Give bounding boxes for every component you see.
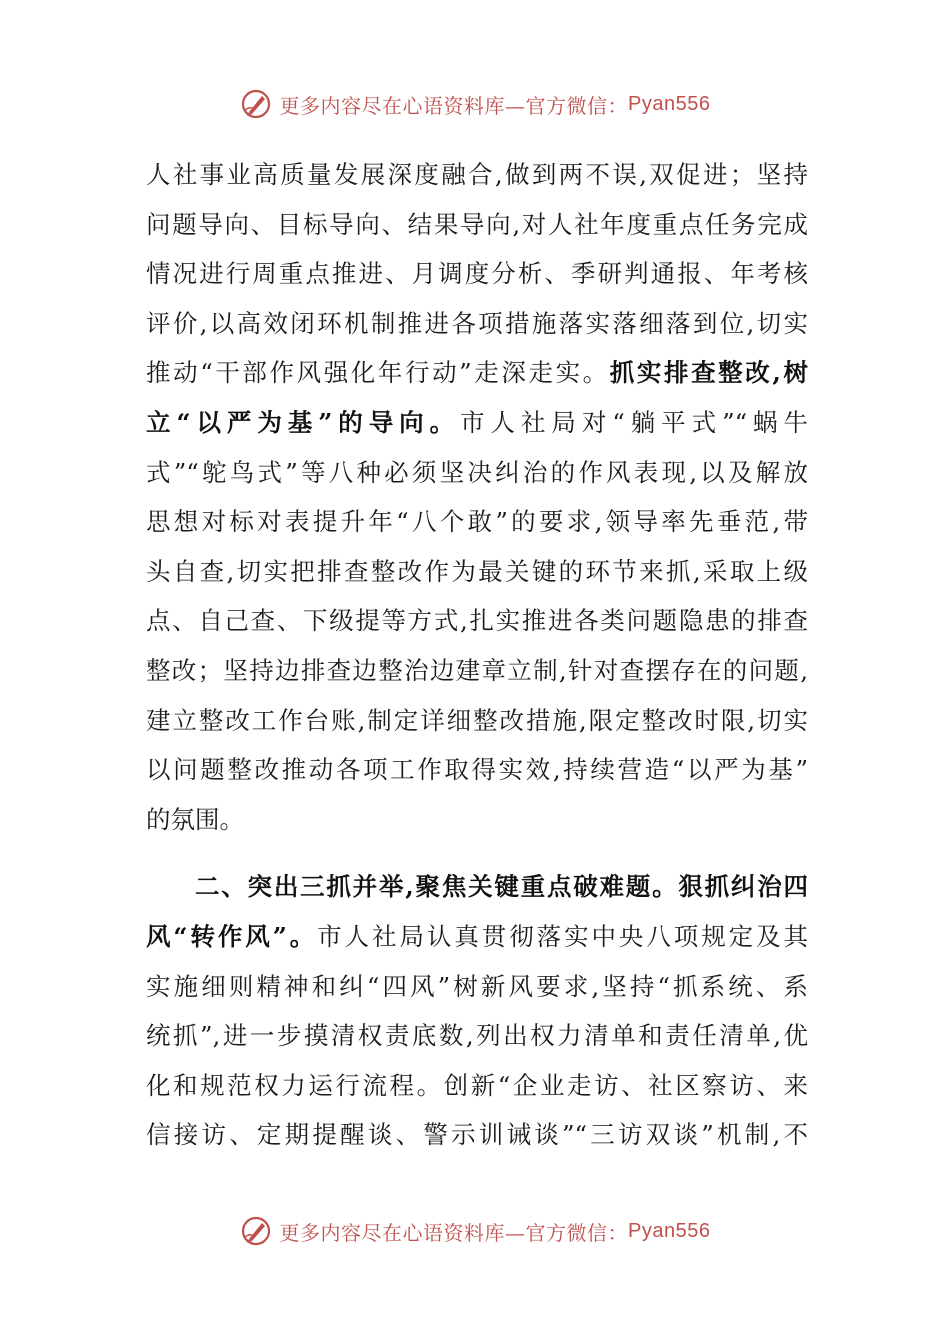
text-line: 统抓”,进一步摸清权责底数,列出权力清单和责任清单,优 xyxy=(146,1021,808,1051)
text-line: 式”“鸵鸟式”等八种必须坚决纠治的作风表现,以及解放 xyxy=(146,457,808,487)
text-line: 的氛围。 xyxy=(146,804,244,834)
text-run: 市人社局认真贯彻落实中央八项规定及其 xyxy=(317,921,809,951)
pen-logo-icon xyxy=(240,1215,272,1247)
header-watermark-text: 更多内容尽在心语资料库—官方微信： xyxy=(279,93,629,118)
header-watermark-banner xyxy=(0,84,950,124)
paragraph-2 xyxy=(146,862,808,1160)
bold-heading-run: 立“以严为基”的导向。 xyxy=(146,407,461,437)
text-line: 信接访、定期提醒谈、警示训诫谈”“三访双谈”机制,不 xyxy=(146,1120,808,1150)
text-run: 推动“干部作风强化年行动”走深走实。 xyxy=(146,358,610,388)
text-line: 头自查,切实把排查整改作为最关键的环节来抓,采取上级 xyxy=(146,556,808,586)
text-line: 化和规范权力运行流程。创新“企业走访、社区察访、来 xyxy=(146,1070,808,1100)
text-line: 以问题整改推动各项工作取得实效,持续营造“以严为基” xyxy=(146,755,808,785)
text-line: 点、自己查、下级提等方式,扎实推进各类问题隐患的排查 xyxy=(146,606,808,636)
header-watermark-handle: Pyan556 xyxy=(628,92,711,115)
text-line: 情况进行周重点推进、月调度分析、季研判通报、年考核 xyxy=(146,259,808,289)
footer-watermark-banner xyxy=(0,1211,950,1251)
text-line: 问题导向、目标导向、结果导向,对人社年度重点任务完成 xyxy=(146,209,808,239)
text-line xyxy=(146,348,808,398)
paragraph-1 xyxy=(146,150,808,844)
text-line: 实施细则精神和纠“四风”树新风要求,坚持“抓系统、系 xyxy=(146,971,808,1001)
text-line: 人社事业高质量发展深度融合,做到两不误,双促进；坚持 xyxy=(146,160,808,189)
text-line: 思想对标对表提升年“八个敢”的要求,领导率先垂范,带 xyxy=(146,507,808,537)
bold-heading-run: 抓实排查整改,树 xyxy=(609,358,808,388)
text-line: 评价,以高效闭环机制推进各项措施落实落细落到位,切实 xyxy=(146,308,808,338)
footer-watermark-handle: Pyan556 xyxy=(628,1219,711,1242)
pen-logo-icon xyxy=(240,88,272,120)
bold-heading-run: 风“转作风”。 xyxy=(146,921,318,951)
bold-heading-run: 二、突出三抓并举,聚焦关键重点破难题。狠抓纠治四 xyxy=(195,872,808,902)
document-body xyxy=(146,150,808,1160)
paragraph-spacer xyxy=(146,844,808,862)
text-line: 建立整改工作台账,制定详细整改措施,限定整改时限,切实 xyxy=(146,705,808,735)
text-line xyxy=(146,862,808,912)
text-line xyxy=(146,398,808,448)
footer-watermark-text: 更多内容尽在心语资料库—官方微信： xyxy=(279,1220,629,1245)
text-line xyxy=(146,912,808,962)
text-run: 市人社局对“躺平式”“蜗牛 xyxy=(460,407,809,437)
text-line: 整改；坚持边排查边整治边建章立制,针对查摆存在的问题, xyxy=(146,655,808,685)
